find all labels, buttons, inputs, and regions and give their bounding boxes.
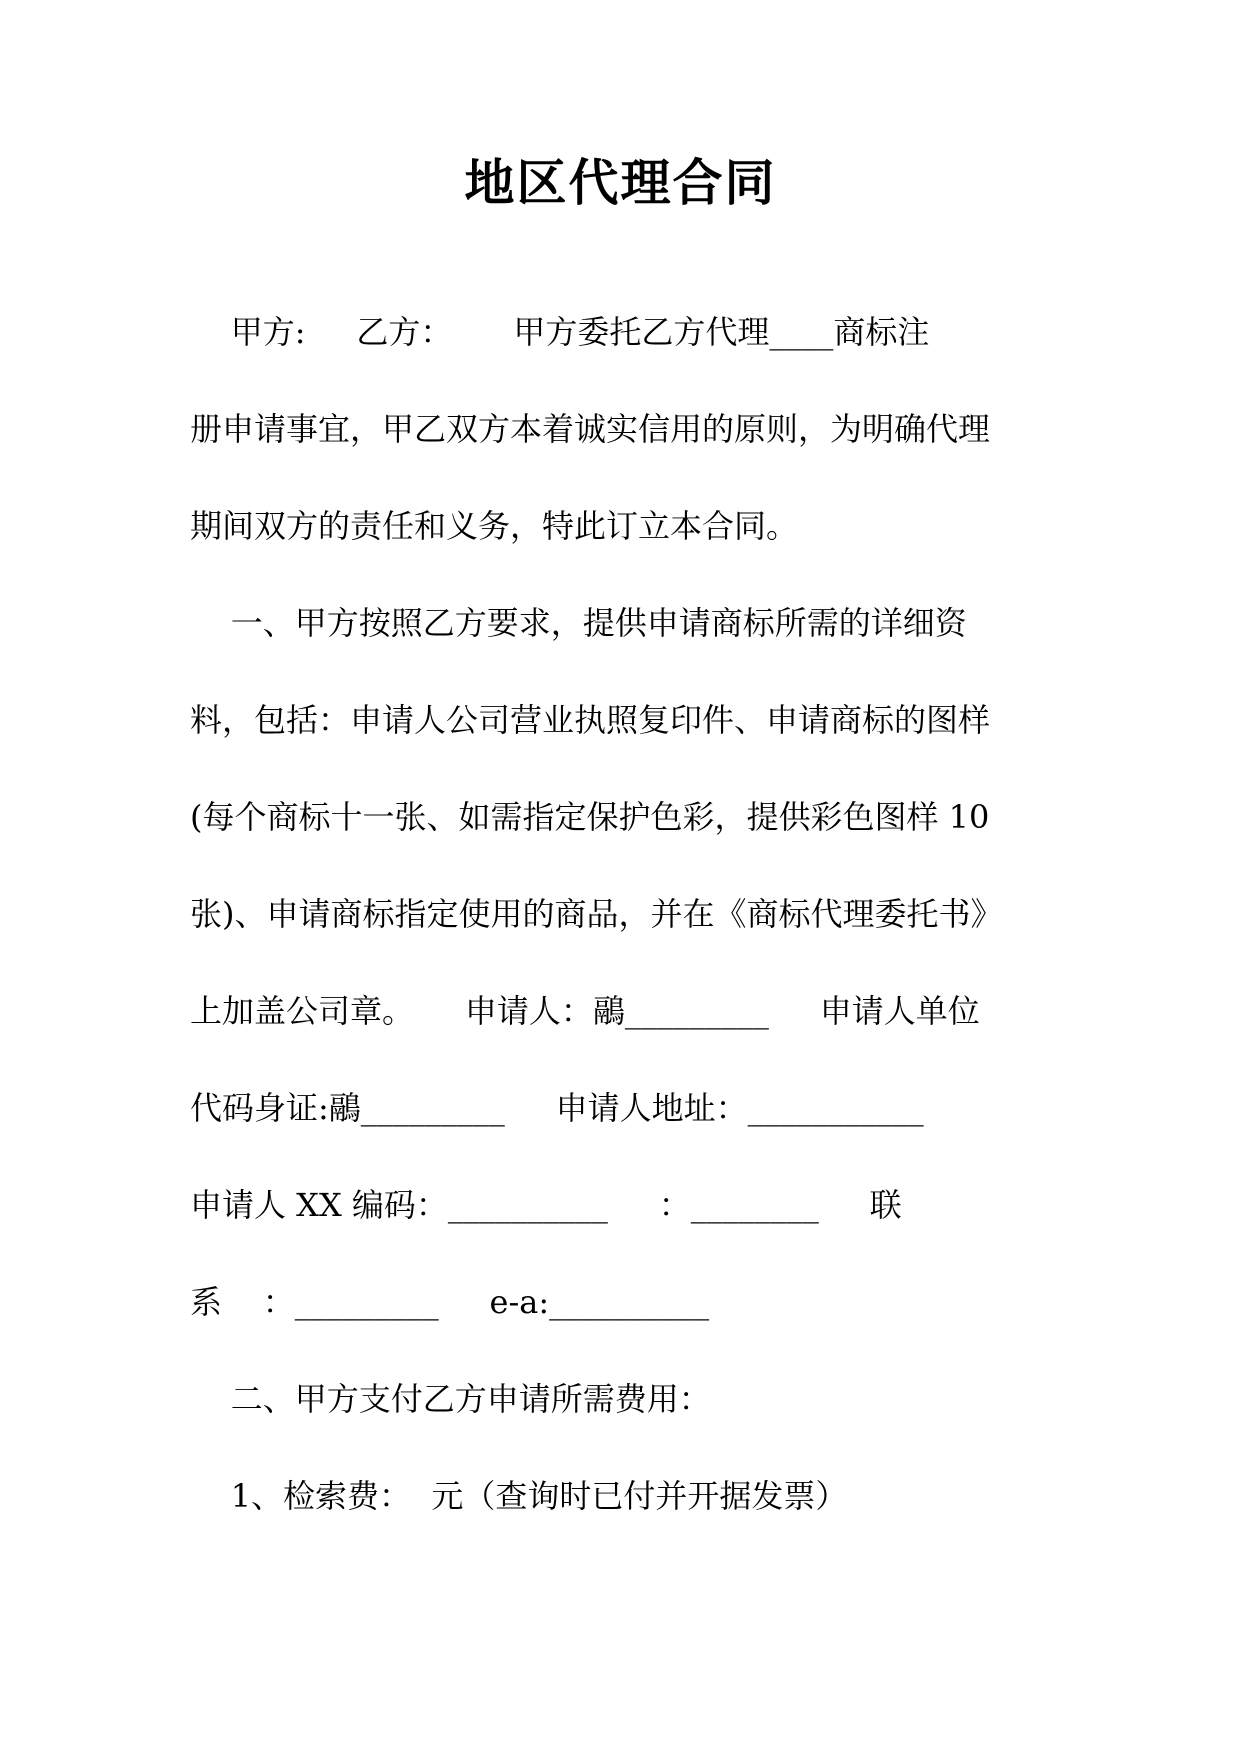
body-line-1: 甲方: 乙方： 甲方委托乙方代理____商标注: [190, 313, 930, 351]
body-line-10: 申请人 XX 编码：__________ ：________ 联: [190, 1186, 902, 1224]
body-line-12: 二、甲方支付乙方申请所需费用：: [190, 1380, 711, 1418]
body-line-11: 系 ：_________ e-a:__________: [190, 1283, 710, 1321]
body-line-5: 料，包括：申请人公司营业执照复印件、申请商标的图样: [190, 701, 991, 739]
body-line-9: 代码身证:鷊_________ 申请人地址：___________: [190, 1089, 924, 1127]
body-line-13: 1、检索费： 元（查询时已付并开据发票）: [190, 1477, 848, 1515]
body-line-2: 册申请事宜，甲乙双方本着诚实信用的原则，为明确代理: [190, 410, 991, 448]
body-line-7: 张)、申请商标指定使用的商品，并在《商标代理委托书》: [190, 895, 1003, 933]
body-line-3: 期间双方的责任和义务，特此订立本合同。: [190, 507, 799, 545]
document-title: 地区代理合同: [464, 154, 777, 212]
body-line-4: 一、甲方按照乙方要求，提供申请商标所需的详细资: [190, 604, 967, 642]
body-line-6: (每个商标十一张、如需指定保护色彩，提供彩色图样 10: [190, 798, 990, 836]
body-line-8: 上加盖公司章。 申请人：鷊_________ 申请人单位: [190, 992, 980, 1030]
